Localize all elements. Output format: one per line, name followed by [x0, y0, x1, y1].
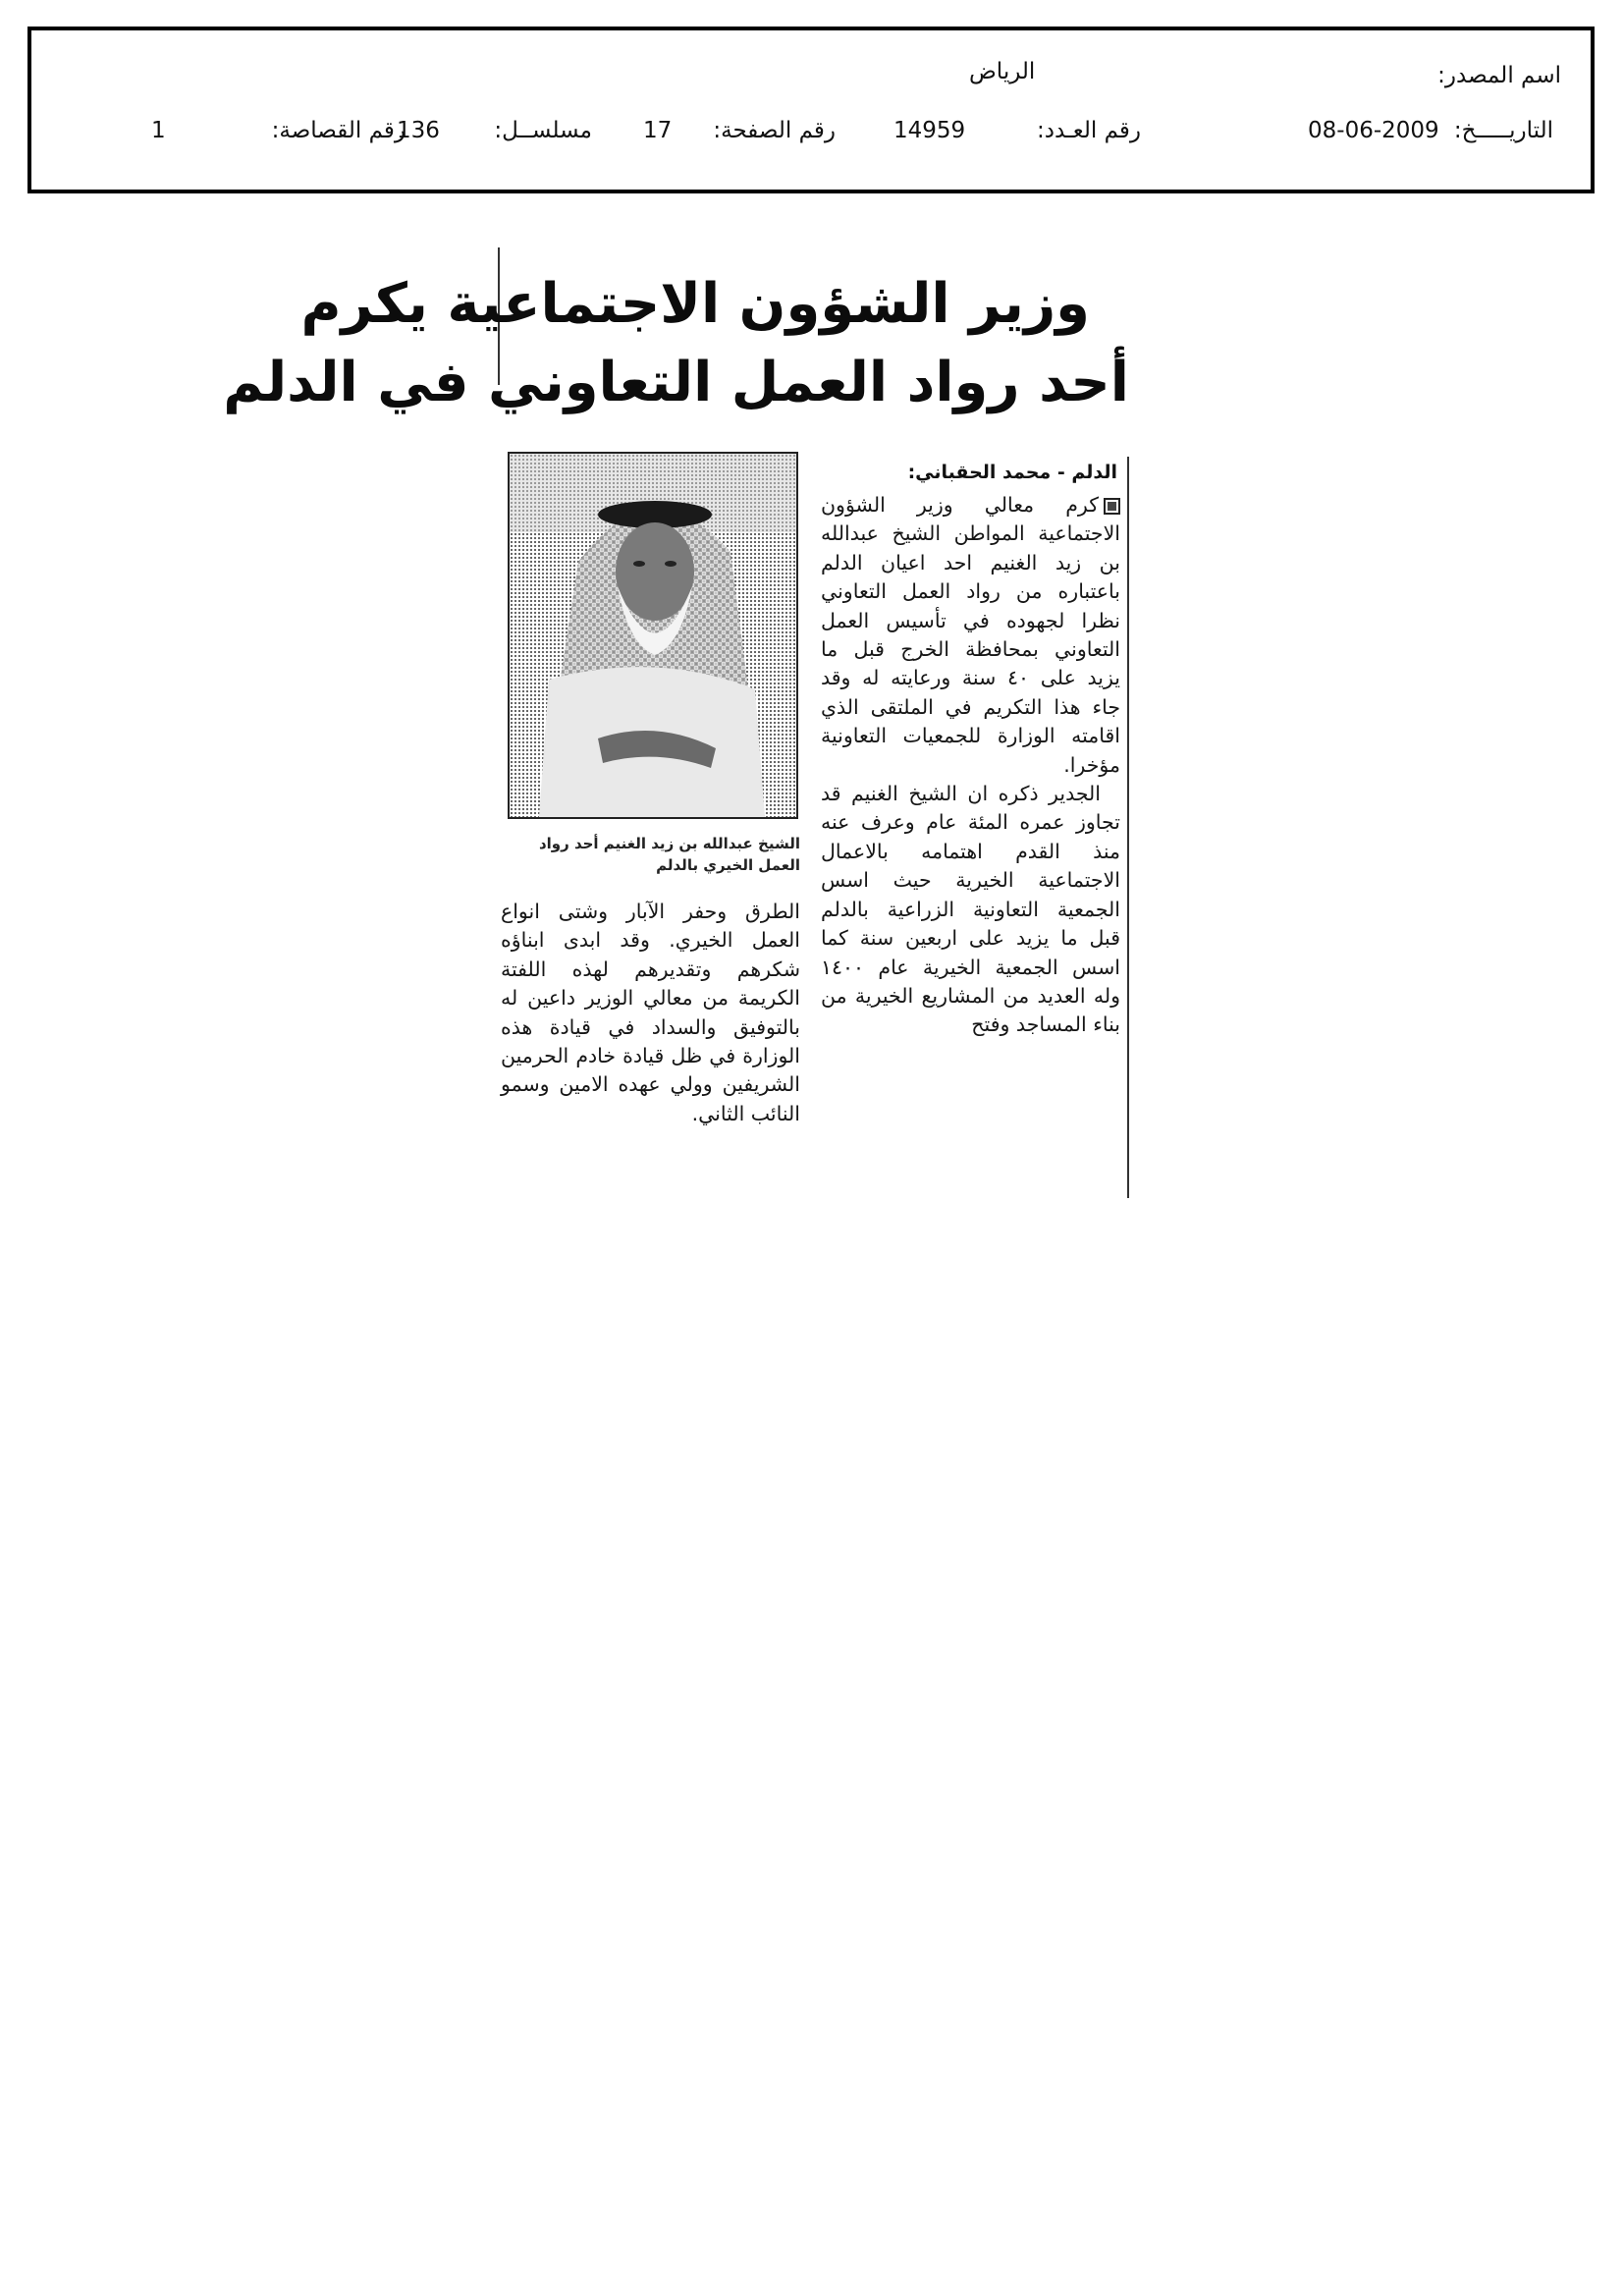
date-label: التاريـــــخ: [1453, 118, 1553, 143]
article-paragraph-1 [821, 491, 1120, 780]
article-column-left [501, 898, 800, 1128]
bullet-square-icon [1104, 498, 1120, 515]
article-column-right [821, 491, 1120, 1040]
date-value: 08-06-2009 [1308, 118, 1439, 143]
headline-line-2: أحد رواد العمل التعاوني في الدلم [223, 351, 1129, 414]
issue-label: رقم العـدد: [1036, 118, 1141, 143]
article-paragraph-2: الجدير ذكره ان الشيخ الغنيم قد تجاوز عمره المئة عام وعرف عنه منذ القدم اهتمامه بالاعمال الاجتماعية الخيرية حيث اسس الجمعية التعاونية الزراعية بالدلم قبل ما يزيد على اربعين سنة كما اسس الجمعية الخيرية عام ١٤٠٠ وله العديد من المشاريع الخيرية من بناء المساجد وفتح [821, 782, 1120, 1037]
clip-border-right [1127, 457, 1129, 1198]
photo-caption: الشيخ عبدالله بن زيد الغنيم أحد رواد العمل الخيري بالدلم [538, 835, 800, 874]
article-paragraph-1-text: كرم معالي وزير الشؤون الاجتماعية المواطن الشيخ عبدالله بن زيد الغنيم احد اعيان الدلم باعتباره من رواد العمل التعاوني نظرا لجهوده في تأسيس العمل التعاوني بمحافظة الخرج قبل ما يزيد على ٤٠ سنة ورعايته له وقد جاء هذا التكريم في الملتقى الذي اقامته الوزارة للجمعيات التعاونية مؤخرا. [821, 493, 1120, 777]
source-info-box [27, 27, 1595, 193]
article-paragraph-3: الطرق وحفر الآبار وشتى انواع العمل الخيري. وقد ابدى ابناؤه شكرهم وتقديرهم لهذه اللفتة الكريمة من معالي الوزير داعين له بالتوفيق والسداد في قيادة هذه الوزارة في ظل قيادة خادم الحرمين الشريفين وولي عهده الامين وسمو النائب الثاني. [501, 900, 800, 1125]
article-byline: الدلم - محمد الحقباني: [907, 462, 1117, 483]
sheikh-portrait-image [510, 454, 796, 817]
page-value: 17 [643, 118, 673, 143]
serial-label: مسلســل: [494, 118, 592, 143]
headline-line-1: وزير الشؤون الاجتماعية يكرم [300, 272, 1090, 336]
portrait-photo [508, 452, 798, 819]
issue-value: 14959 [893, 118, 966, 143]
clip-number-value: 1 [151, 118, 166, 143]
source-value: الرياض [969, 59, 1036, 84]
page-label: رقم الصفحة: [713, 118, 836, 143]
serial-value: 136 [397, 118, 440, 143]
clip-number-label: رقم القصاصة: [271, 118, 406, 143]
source-label: اسم المصدر: [1437, 63, 1561, 88]
